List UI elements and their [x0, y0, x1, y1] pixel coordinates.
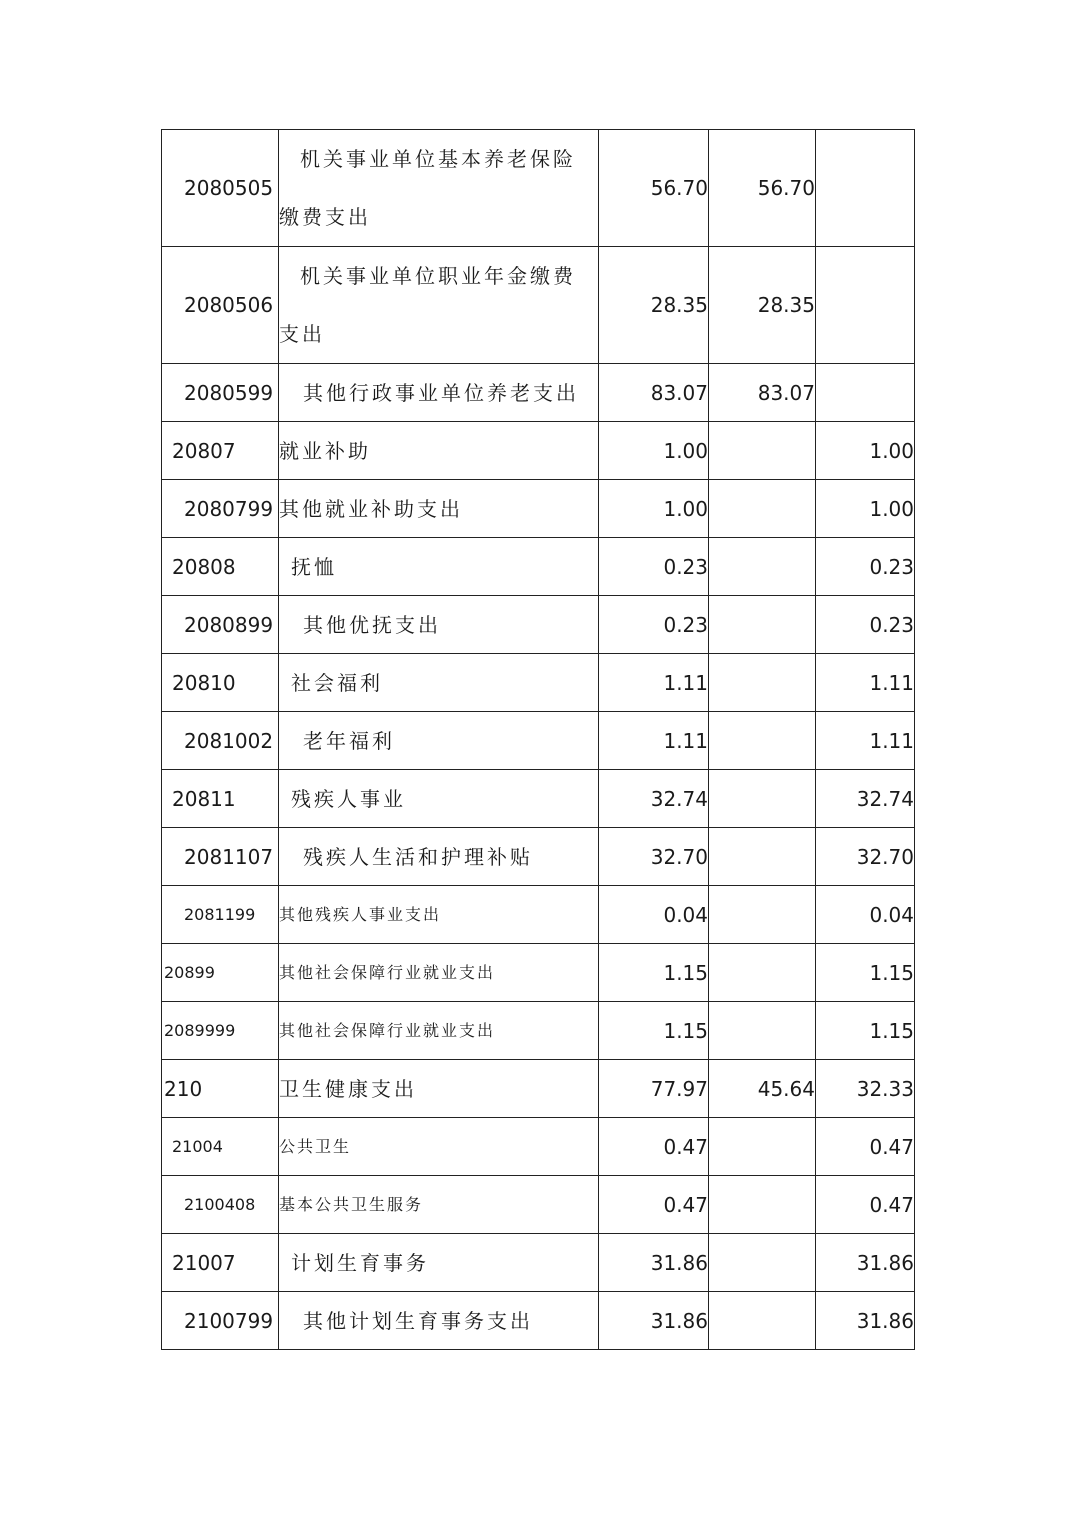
project-expenditure: 1.00 [816, 422, 915, 480]
subject-code: 2080899 [162, 596, 279, 654]
total-amount: 0.23 [599, 596, 709, 654]
total-amount: 83.07 [599, 364, 709, 422]
subject-name: 其他残疾人事业支出 [279, 886, 599, 944]
basic-expenditure [709, 1002, 816, 1060]
project-expenditure [816, 364, 915, 422]
total-amount: 1.15 [599, 1002, 709, 1060]
subject-code: 2089999 [162, 1002, 279, 1060]
basic-expenditure [709, 538, 816, 596]
subject-name: 其他优抚支出 [279, 596, 599, 654]
table-row [162, 1234, 915, 1292]
basic-expenditure: 56.70 [709, 130, 816, 247]
subject-code: 20899 [162, 944, 279, 1002]
total-amount: 1.11 [599, 712, 709, 770]
subject-name: 机关事业单位职业年金缴费支出 [279, 247, 599, 364]
total-amount: 31.86 [599, 1292, 709, 1350]
table-row [162, 364, 915, 422]
basic-expenditure: 45.64 [709, 1060, 816, 1118]
total-amount: 28.35 [599, 247, 709, 364]
project-expenditure: 32.70 [816, 828, 915, 886]
basic-expenditure [709, 828, 816, 886]
total-amount: 1.00 [599, 480, 709, 538]
subject-code: 20808 [162, 538, 279, 596]
table-row [162, 422, 915, 480]
project-expenditure: 1.11 [816, 712, 915, 770]
project-expenditure: 0.47 [816, 1118, 915, 1176]
subject-name: 其他社会保障行业就业支出 [279, 1002, 599, 1060]
subject-code: 21007 [162, 1234, 279, 1292]
table-row [162, 480, 915, 538]
basic-expenditure [709, 770, 816, 828]
project-expenditure: 32.74 [816, 770, 915, 828]
table-row [162, 1002, 915, 1060]
table-row [162, 944, 915, 1002]
total-amount: 1.15 [599, 944, 709, 1002]
subject-name: 其他行政事业单位养老支出 [279, 364, 599, 422]
subject-name: 卫生健康支出 [279, 1060, 599, 1118]
total-amount: 0.23 [599, 538, 709, 596]
subject-name: 其他计划生育事务支出 [279, 1292, 599, 1350]
basic-expenditure [709, 480, 816, 538]
total-amount: 1.00 [599, 422, 709, 480]
subject-name: 计划生育事务 [279, 1234, 599, 1292]
basic-expenditure [709, 1292, 816, 1350]
table-row [162, 1118, 915, 1176]
basic-expenditure [709, 1176, 816, 1234]
subject-name: 残疾人生活和护理补贴 [279, 828, 599, 886]
project-expenditure: 0.23 [816, 538, 915, 596]
basic-expenditure [709, 422, 816, 480]
subject-name: 公共卫生 [279, 1118, 599, 1176]
basic-expenditure [709, 944, 816, 1002]
subject-name: 其他就业补助支出 [279, 480, 599, 538]
project-expenditure: 0.47 [816, 1176, 915, 1234]
total-amount: 0.47 [599, 1118, 709, 1176]
subject-name: 基本公共卫生服务 [279, 1176, 599, 1234]
subject-name: 残疾人事业 [279, 770, 599, 828]
subject-code: 2100799 [162, 1292, 279, 1350]
basic-expenditure: 83.07 [709, 364, 816, 422]
project-expenditure: 31.86 [816, 1234, 915, 1292]
total-amount: 31.86 [599, 1234, 709, 1292]
basic-expenditure [709, 1118, 816, 1176]
subject-code: 2080506 [162, 247, 279, 364]
project-expenditure: 31.86 [816, 1292, 915, 1350]
table-row [162, 247, 915, 364]
subject-name: 社会福利 [279, 654, 599, 712]
basic-expenditure [709, 596, 816, 654]
table-row [162, 1292, 915, 1350]
basic-expenditure [709, 886, 816, 944]
total-amount: 32.70 [599, 828, 709, 886]
table-row [162, 712, 915, 770]
project-expenditure: 1.00 [816, 480, 915, 538]
subject-name: 就业补助 [279, 422, 599, 480]
project-expenditure: 0.23 [816, 596, 915, 654]
subject-code: 2081002 [162, 712, 279, 770]
project-expenditure [816, 130, 915, 247]
total-amount: 32.74 [599, 770, 709, 828]
basic-expenditure [709, 1234, 816, 1292]
table-row [162, 1176, 915, 1234]
subject-code: 2100408 [162, 1176, 279, 1234]
subject-code: 21004 [162, 1118, 279, 1176]
subject-code: 20807 [162, 422, 279, 480]
project-expenditure [816, 247, 915, 364]
subject-code: 2080599 [162, 364, 279, 422]
project-expenditure: 1.15 [816, 1002, 915, 1060]
basic-expenditure [709, 654, 816, 712]
total-amount: 77.97 [599, 1060, 709, 1118]
subject-name: 其他社会保障行业就业支出 [279, 944, 599, 1002]
subject-code: 210 [162, 1060, 279, 1118]
table-row [162, 828, 915, 886]
subject-code: 2080799 [162, 480, 279, 538]
subject-code: 20811 [162, 770, 279, 828]
subject-name: 机关事业单位基本养老保险缴费支出 [279, 130, 599, 247]
total-amount: 56.70 [599, 130, 709, 247]
table-row [162, 596, 915, 654]
total-amount: 0.47 [599, 1176, 709, 1234]
total-amount: 0.04 [599, 886, 709, 944]
project-expenditure: 1.11 [816, 654, 915, 712]
total-amount: 1.11 [599, 654, 709, 712]
table-row [162, 130, 915, 247]
basic-expenditure [709, 712, 816, 770]
project-expenditure: 32.33 [816, 1060, 915, 1118]
subject-code: 20810 [162, 654, 279, 712]
subject-code: 2081107 [162, 828, 279, 886]
table-row [162, 654, 915, 712]
subject-code: 2080505 [162, 130, 279, 247]
budget-expenditure-table [161, 129, 915, 1350]
project-expenditure: 1.15 [816, 944, 915, 1002]
table-row [162, 538, 915, 596]
table-row [162, 770, 915, 828]
basic-expenditure: 28.35 [709, 247, 816, 364]
table-row [162, 886, 915, 944]
project-expenditure: 0.04 [816, 886, 915, 944]
subject-name: 抚恤 [279, 538, 599, 596]
subject-name: 老年福利 [279, 712, 599, 770]
subject-code: 2081199 [162, 886, 279, 944]
table-row [162, 1060, 915, 1118]
